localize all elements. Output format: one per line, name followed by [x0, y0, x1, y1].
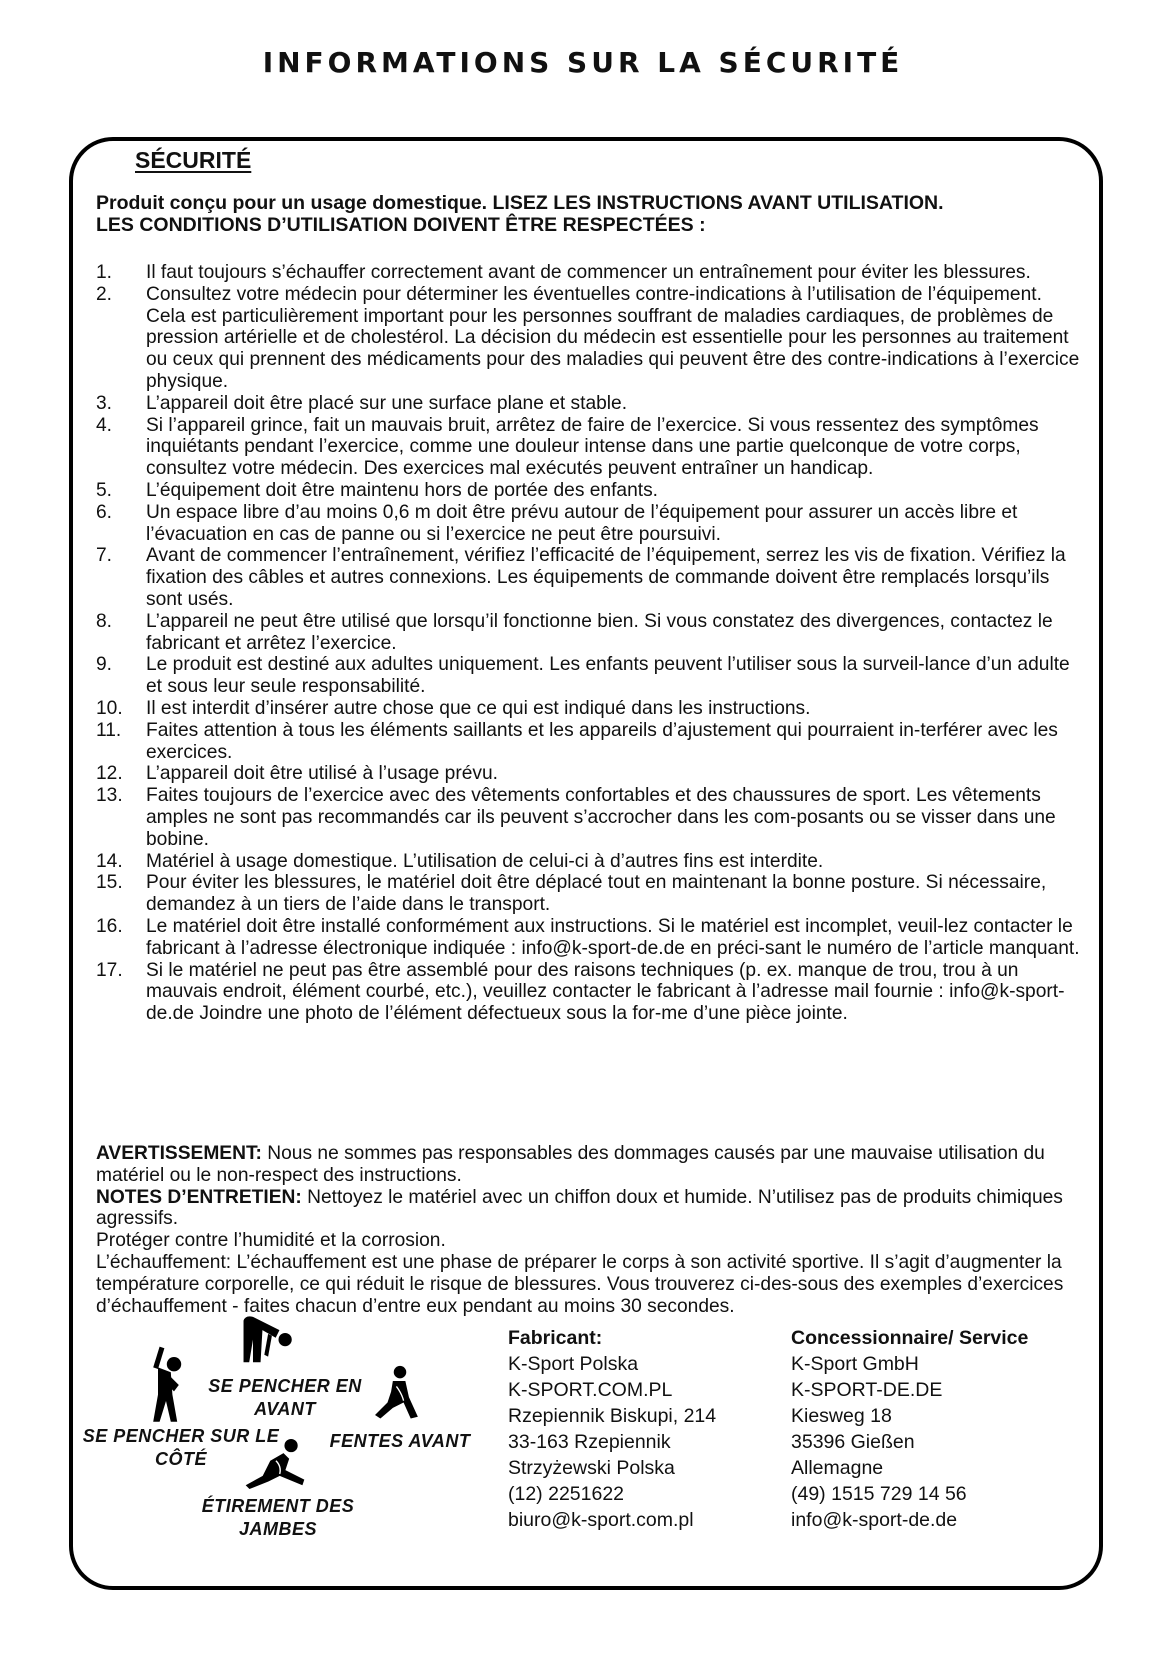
exercise-label-line: SE PENCHER SUR LE — [82, 1426, 280, 1446]
manufacturer-heading: Fabricant: — [508, 1327, 603, 1349]
exercise-label-forward-bend — [206, 1375, 364, 1421]
rule-item — [96, 785, 1086, 850]
safety-rules-list — [96, 262, 1086, 1025]
manufacturer-line: 33-163 Rzepiennik — [508, 1431, 671, 1453]
rule-item — [96, 654, 1086, 698]
rule-number: 8. — [96, 610, 113, 632]
rule-number: 15. — [96, 872, 123, 894]
dealer-line: (49) 1515 729 14 56 — [791, 1483, 967, 1505]
rule-item — [96, 763, 1086, 785]
rule-text: Si l’appareil grince, fait un mauvais bruit, arrêtez de faire de l’exercice. Si vous ressentez des symptômes inquiétants pendant l’exercice, comme une douleur intense dans une partie quelconque de votre corps, consultez votre médecin. Des exercices mal exécutés peuvent entraîner un handicap. — [146, 414, 1039, 480]
warning-paragraph — [96, 1143, 1076, 1187]
rule-text: Faites attention à tous les éléments saillants et les appareils d’ajustement qui pourraient in-terférer avec les exercices. — [146, 719, 1058, 763]
rule-number: 4. — [96, 414, 113, 436]
rule-text: Le matériel doit être installé conformément aux instructions. Si le matériel est incomplet, veuil-lez contacter le fabricant à l’adresse électronique indiquée : info@k-sport-de.de en préci-sant le numéro de l’article manquant. — [146, 915, 1080, 959]
rule-item — [96, 720, 1086, 764]
manufacturer-line: Strzyżewski Polska — [508, 1457, 675, 1479]
forward-bend-figure-icon — [240, 1315, 300, 1367]
rule-item — [96, 415, 1086, 480]
rule-number: 10. — [96, 697, 123, 719]
manufacturer-line: (12) 2251622 — [508, 1483, 625, 1505]
maintenance-paragraph — [96, 1187, 1076, 1231]
notes-block — [96, 1143, 1076, 1317]
rule-text: Faites toujours de l’exercice avec des vêtements confortables et des chaussures de sport. Les vêtements amples ne sont pas recommandés car ils peuvent s’accrocher dans les com-posants ou se visser dans une bobine. — [146, 785, 1056, 850]
rule-text: L’appareil ne peut être utilisé que lorsqu’il fonctionne bien. Si vous constatez des divergences, contactez le fabricant et arrêtez l’exercice. — [146, 610, 1053, 654]
dealer-line: K-Sport GmbH — [791, 1353, 919, 1375]
rule-number: 2. — [96, 283, 113, 305]
rule-item — [96, 262, 1086, 284]
dealer-line: K-SPORT-DE.DE — [791, 1379, 943, 1401]
exercise-label-leg-stretch — [198, 1495, 358, 1541]
page-title: INFORMATIONS SUR LA SÉCURITÉ — [262, 46, 904, 79]
rule-item — [96, 502, 1086, 546]
rule-text: Un espace libre d’au moins 0,6 m doit être prévu autour de l’équipement pour assurer un accès libre et l’évacuation en cas de panne ou si l’exercice ne peut être poursuivi. — [146, 501, 1018, 545]
rule-item — [96, 284, 1086, 393]
rule-text: L’équipement doit être maintenu hors de portée des enfants. — [146, 479, 659, 501]
intro-line-1: Produit conçu pour un usage domestique. LISEZ LES INSTRUCTIONS AVANT UTILISATION. — [96, 192, 944, 214]
rule-number: 17. — [96, 959, 123, 981]
rule-item — [96, 480, 1086, 502]
exercise-label-line: AVANT — [254, 1399, 316, 1419]
intro-line-2: LES CONDITIONS D’UTILISATION DOIVENT ÊTRE RESPECTÉES : — [96, 214, 706, 236]
rule-number: 11. — [96, 719, 122, 741]
warning-label: AVERTISSEMENT: — [96, 1143, 262, 1164]
rule-number: 5. — [96, 479, 113, 501]
rule-text: Si le matériel ne peut pas être assemblé pour des raisons techniques (p. ex. manque de trou, trou à un mauvais endroit, élément courbé, etc.), veuillez contacter le fabricant à l’adresse mail fournie : info@k-sport-de.de Joindre une photo de l’élément défectueux sous la for-me d’une pièce jointe. — [146, 959, 1065, 1025]
warmup-text: L’échauffement: L’échauffement est une phase de préparer le corps à son activité sportive. Il s’agit d’augmenter la température corporelle, ce qui réduit le risque de blessures. Vous trouverez ci-des-sous des exemples d’exercices d’échauffement - faites chacun d’entre eux pendant au moins 30 secondes. — [96, 1251, 1064, 1317]
exercise-label-line: JAMBES — [238, 1519, 317, 1539]
rule-number: 12. — [96, 763, 123, 785]
dealer-line: 35396 Gießen — [791, 1431, 915, 1453]
rule-item — [96, 851, 1086, 873]
rule-text: Pour éviter les blessures, le matériel doit être déplacé tout en maintenant la bonne posture. Si nécessaire, demandez à un tiers de l’aide dans le transport. — [146, 872, 1047, 916]
rule-item — [96, 960, 1086, 1025]
exercise-label-lunge — [326, 1430, 474, 1453]
rule-text: L’appareil doit être placé sur une surface plane et stable. — [146, 392, 628, 414]
protect-text: Protéger contre l’humidité et la corrosion. — [96, 1230, 446, 1252]
manufacturer-line: K-Sport Polska — [508, 1353, 639, 1375]
exercise-label-line: FENTES AVANT — [329, 1431, 471, 1451]
manufacturer-line: K-SPORT.COM.PL — [508, 1379, 673, 1401]
exercise-label-side-bend — [76, 1425, 286, 1471]
maintenance-text: Nettoyez le matériel avec un chiffon doux et humide. N’utilisez pas de produits chimiques agressifs. — [96, 1186, 1063, 1230]
lunge-figure-icon — [372, 1365, 428, 1423]
exercise-label-line: CÔTÉ — [154, 1449, 207, 1469]
intro-text — [96, 192, 1076, 236]
rule-text: Avant de commencer l’entraînement, vérifiez l’efficacité de l’équipement, serrez les vis de fixation. Vérifiez la fixation des câbles et autres connexions. Les équipements de commande doivent être remplacés lorsqu’ils sont usés. — [146, 545, 1066, 610]
exercise-label-line: ÉTIREMENT DES — [201, 1496, 355, 1516]
manufacturer-block — [508, 1325, 716, 1533]
rule-item — [96, 698, 1086, 720]
rule-item — [96, 916, 1086, 960]
maintenance-label: NOTES D’ENTRETIEN: — [96, 1186, 302, 1208]
rule-item — [96, 545, 1086, 610]
rule-text: L’appareil doit être utilisé à l’usage prévu. — [146, 763, 498, 785]
rule-number: 3. — [96, 392, 113, 414]
rule-number: 1. — [96, 262, 113, 283]
side-bend-figure-icon — [135, 1345, 205, 1425]
rule-number: 6. — [96, 501, 113, 523]
rule-text: Il faut toujours s’échauffer correctement avant de commencer un entraînement pour éviter les blessures. — [146, 262, 1031, 283]
rule-text: Consultez votre médecin pour déterminer les éventuelles contre-indications à l’utilisation de l’équipement. Cela est particulièrement important pour les personnes souffrant de maladies cardiaques, de problèmes de pression artérielle et de cholestérol. La décision du médecin est essentielle pour les personnes au traitement ou ceux qui prennent des médicaments pour des maladies qui peuvent être des contre-indications à l’exercice physique. — [146, 283, 1080, 392]
rule-text: Le produit est destiné aux adultes uniquement. Les enfants peuvent l’utiliser sous la surveil-lance d’un adulte et sous leur seule responsabilité. — [146, 654, 1070, 698]
rule-text: Il est interdit d’insérer autre chose que ce qui est indiqué dans les instructions. — [146, 697, 811, 719]
exercise-label-line: SE PENCHER EN — [208, 1376, 362, 1396]
dealer-heading: Concessionnaire/ Service — [791, 1327, 1029, 1349]
rule-number: 16. — [96, 915, 123, 937]
dealer-line: Kiesweg 18 — [791, 1405, 892, 1427]
warning-text: Nous ne sommes pas responsables des dommages causés par une mauvaise utilisation du matériel ou le non-respect des instructions. — [96, 1143, 1045, 1186]
manufacturer-line: Rzepiennik Biskupi, 214 — [508, 1405, 717, 1427]
section-title: SÉCURITÉ — [135, 147, 252, 173]
manufacturer-line: biuro@k-sport.com.pl — [508, 1509, 694, 1531]
rule-item — [96, 611, 1086, 655]
dealer-line: info@k-sport-de.de — [791, 1509, 958, 1531]
dealer-line: Allemagne — [791, 1457, 884, 1479]
rule-text: Matériel à usage domestique. L’utilisation de celui-ci à d’autres fins est interdite. — [146, 850, 824, 872]
rule-number: 9. — [96, 654, 113, 676]
rule-number: 14. — [96, 850, 123, 872]
rule-item — [96, 393, 1086, 415]
rule-number: 13. — [96, 785, 123, 807]
rule-item — [96, 872, 1086, 916]
dealer-block — [791, 1325, 1028, 1533]
rule-number: 7. — [96, 545, 113, 567]
